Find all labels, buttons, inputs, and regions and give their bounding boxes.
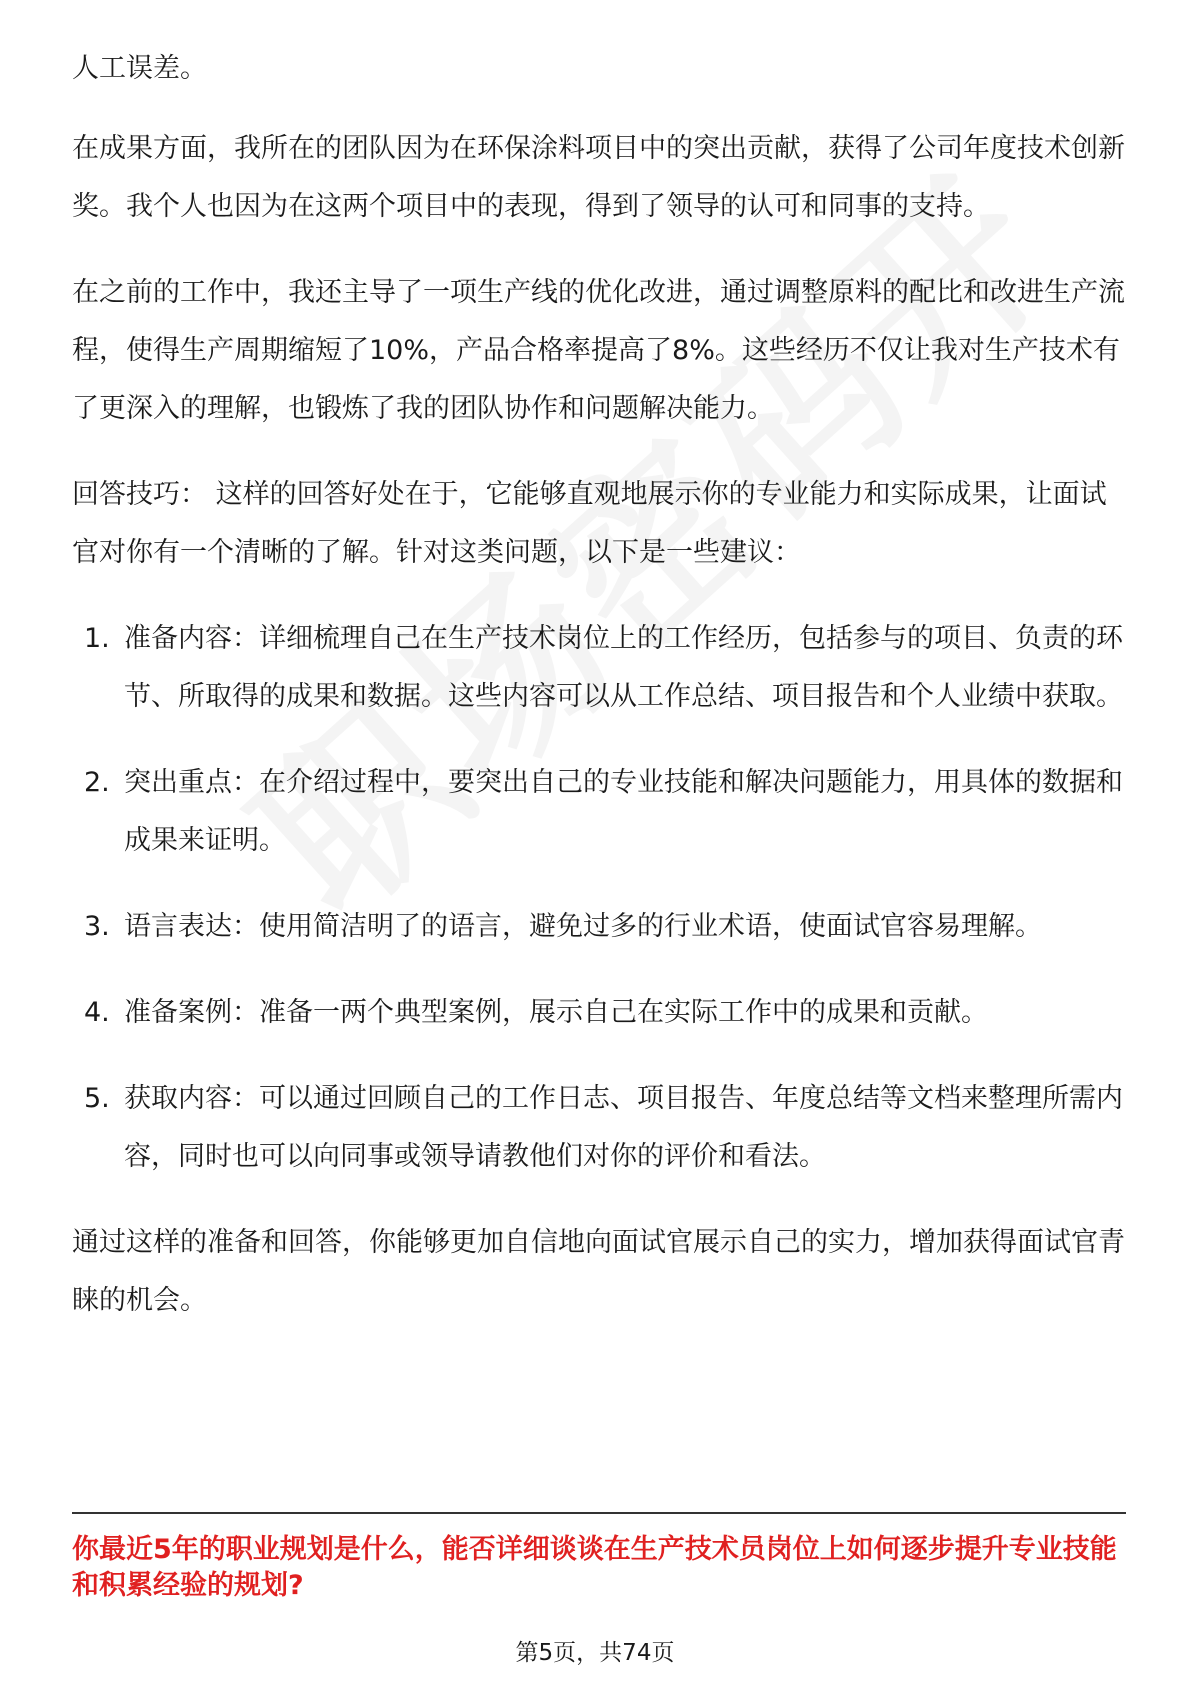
paragraph: 人工误差。 [72, 53, 207, 84]
list-item-text: 获取内容：可以通过回顾自己的工作日志、项目报告、年度总结等文档来整理所需内容，同时也可以向同事或领导请教他们对你的评价和看法。 [124, 1083, 1123, 1172]
list-number: 2. [84, 767, 110, 798]
paragraph: 在成果方面，我所在的团队因为在环保涂料项目中的突出贡献，获得了公司年度技术创新奖。我个人也因为在这两个项目中的表现，得到了领导的认可和同事的支持。 [72, 133, 1125, 222]
list-number: 4. [84, 997, 110, 1028]
list-number: 1. [84, 623, 110, 654]
paragraph: 在之前的工作中，我还主导了一项生产线的优化改进，通过调整原料的配比和改进生产流程，使得生产周期缩短了10%，产品合格率提高了8%。这些经历不仅让我对生产技术有了更深入的理解，也锻炼了我的团队协作和问题解决能力。 [72, 277, 1125, 424]
section-divider [72, 1512, 1126, 1514]
list-item [72, 610, 1132, 726]
list-item [72, 898, 1132, 956]
list-item [72, 754, 1132, 870]
page-number: 第5页，共74页 [515, 1640, 675, 1666]
list-number: 3. [84, 911, 110, 942]
answer-tips-intro: 回答技巧： 这样的回答好处在于，它能够直观地展示你的专业能力和实际成果，让面试官对你有一个清晰的了解。针对这类问题，以下是一些建议： [72, 479, 1107, 568]
list-item-text: 准备内容：详细梳理自己在生产技术岗位上的工作经历，包括参与的项目、负责的环节、所取得的成果和数据。这些内容可以从工作总结、项目报告和个人业绩中获取。 [124, 623, 1123, 712]
list-number: 5. [84, 1083, 110, 1114]
closing-paragraph: 通过这样的准备和回答，你能够更加自信地向面试官展示自己的实力，增加获得面试官青睐的机会。 [72, 1227, 1125, 1316]
list-item-text: 语言表达：使用简洁明了的语言，避免过多的行业术语，使面试官容易理解。 [124, 911, 1042, 942]
document-body [72, 40, 1132, 1358]
tips-list [72, 610, 1132, 1186]
list-item [72, 984, 1132, 1042]
list-item-text: 突出重点：在介绍过程中，要突出自己的专业技能和解决问题能力，用具体的数据和成果来证明。 [124, 767, 1123, 856]
list-item [72, 1070, 1132, 1186]
interview-question: 你最近5年的职业规划是什么，能否详细谈谈在生产技术员岗位上如何逐步提升专业技能和积累经验的规划? [72, 1534, 1117, 1601]
list-item-text: 准备案例：准备一两个典型案例，展示自己在实际工作中的成果和贡献。 [124, 997, 988, 1028]
